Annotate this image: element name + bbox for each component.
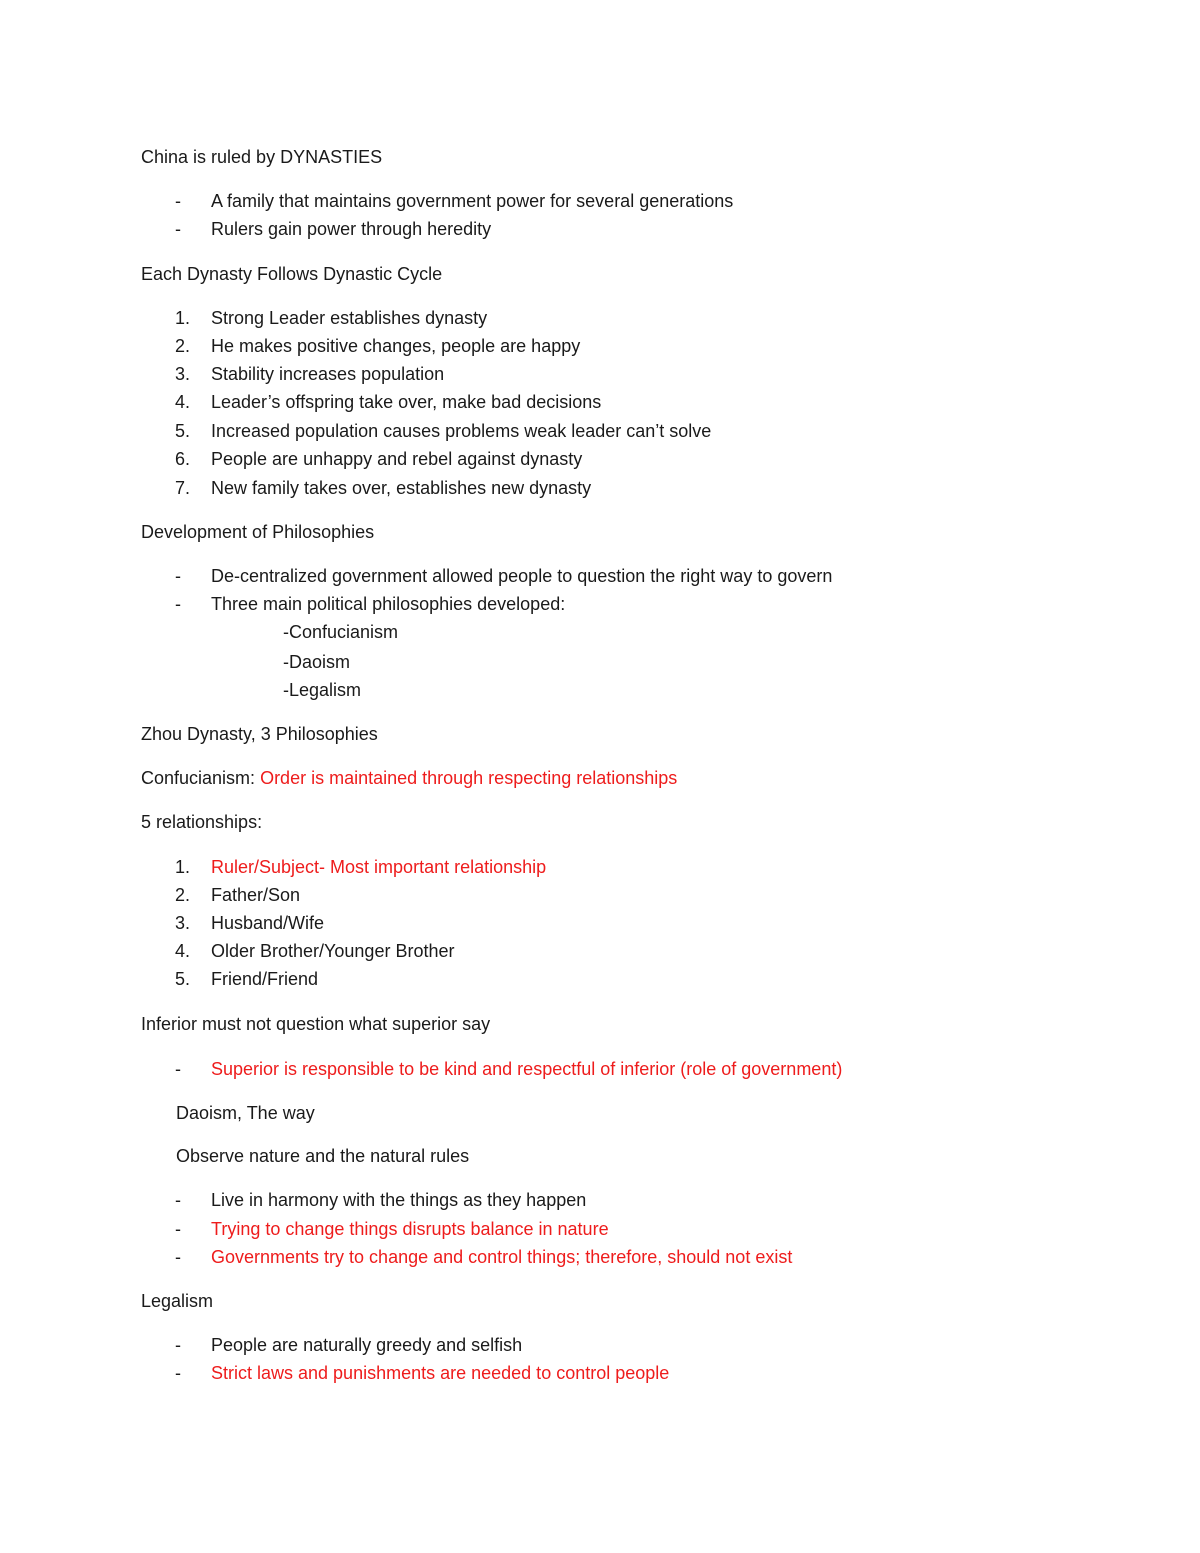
heading-relationships: 5 relationships: <box>141 812 263 832</box>
sub-item-legalism: -Legalism <box>283 680 362 700</box>
list-number: 4. <box>175 392 191 412</box>
daoism-observe: Observe nature and the natural rules <box>176 1146 470 1166</box>
list-number: 4. <box>175 941 191 961</box>
bullet-text: People are naturally greedy and selfish <box>211 1335 523 1355</box>
bullet-dash: - <box>175 594 181 614</box>
list-item: New family takes over, establishes new dynasty <box>211 478 592 498</box>
sub-item-confucianism: -Confucianism <box>283 622 399 642</box>
list-number: 1. <box>175 857 191 877</box>
bullet-dash: - <box>175 1219 181 1239</box>
bullet-text: Superior is responsible to be kind and respectful of inferior (role of government) <box>211 1059 843 1079</box>
bullet-text: De-centralized government allowed people to question the right way to govern <box>211 566 833 586</box>
bullet-text: Trying to change things disrupts balance in nature <box>211 1219 609 1239</box>
heading-zhou-dynasty: Zhou Dynasty, 3 Philosophies <box>141 724 378 744</box>
list-item: Stability increases population <box>211 364 445 384</box>
relationship-item: Friend/Friend <box>211 969 319 989</box>
bullet-dash: - <box>175 566 181 586</box>
list-number: 5. <box>175 969 191 989</box>
bullet-dash: - <box>175 1190 181 1210</box>
relationship-item: Ruler/Subject- Most important relationship <box>211 857 547 877</box>
list-item: Increased population causes problems weak leader can’t solve <box>211 421 712 441</box>
list-number: 3. <box>175 913 191 933</box>
list-item: He makes positive changes, people are happy <box>211 336 581 356</box>
bullet-text: A family that maintains government power for several generations <box>211 191 734 211</box>
bullet-text: Live in harmony with the things as they happen <box>211 1190 587 1210</box>
bullet-dash: - <box>175 1059 181 1079</box>
bullet-dash: - <box>175 219 181 239</box>
confucianism-label: Confucianism: <box>141 768 261 788</box>
bullet-dash: - <box>175 1335 181 1355</box>
sub-item-daoism: -Daoism <box>283 652 351 672</box>
list-number: 2. <box>175 885 191 905</box>
list-number: 5. <box>175 421 191 441</box>
relationship-item: Older Brother/Younger Brother <box>211 941 455 961</box>
list-item: Leader’s offspring take over, make bad decisions <box>211 392 602 412</box>
bullet-text: Three main political philosophies developed: <box>211 594 566 614</box>
relationship-item: Husband/Wife <box>211 913 325 933</box>
bullet-dash: - <box>175 191 181 211</box>
heading-dynastic-cycle: Each Dynasty Follows Dynastic Cycle <box>141 264 443 284</box>
bullet-dash: - <box>175 1247 181 1267</box>
confucianism-definition: Order is maintained through respecting relationships <box>260 768 678 788</box>
list-item: People are unhappy and rebel against dynasty <box>211 449 583 469</box>
inferior-statement: Inferior must not question what superior say <box>141 1014 491 1034</box>
heading-legalism: Legalism <box>141 1291 214 1311</box>
list-number: 1. <box>175 308 191 328</box>
bullet-text: Governments try to change and control things; therefore, should not exist <box>211 1247 793 1267</box>
list-number: 7. <box>175 478 191 498</box>
confucianism-line <box>141 767 677 789</box>
list-item: Strong Leader establishes dynasty <box>211 308 488 328</box>
list-number: 3. <box>175 364 191 384</box>
relationship-item: Father/Son <box>211 885 301 905</box>
heading-daoism: Daoism, The way <box>176 1103 315 1123</box>
bullet-text: Rulers gain power through heredity <box>211 219 492 239</box>
list-number: 6. <box>175 449 191 469</box>
list-number: 2. <box>175 336 191 356</box>
heading-dynasties: China is ruled by DYNASTIES <box>141 147 383 167</box>
bullet-dash: - <box>175 1363 181 1383</box>
heading-philosophies: Development of Philosophies <box>141 522 375 542</box>
bullet-text: Strict laws and punishments are needed to control people <box>211 1363 670 1383</box>
